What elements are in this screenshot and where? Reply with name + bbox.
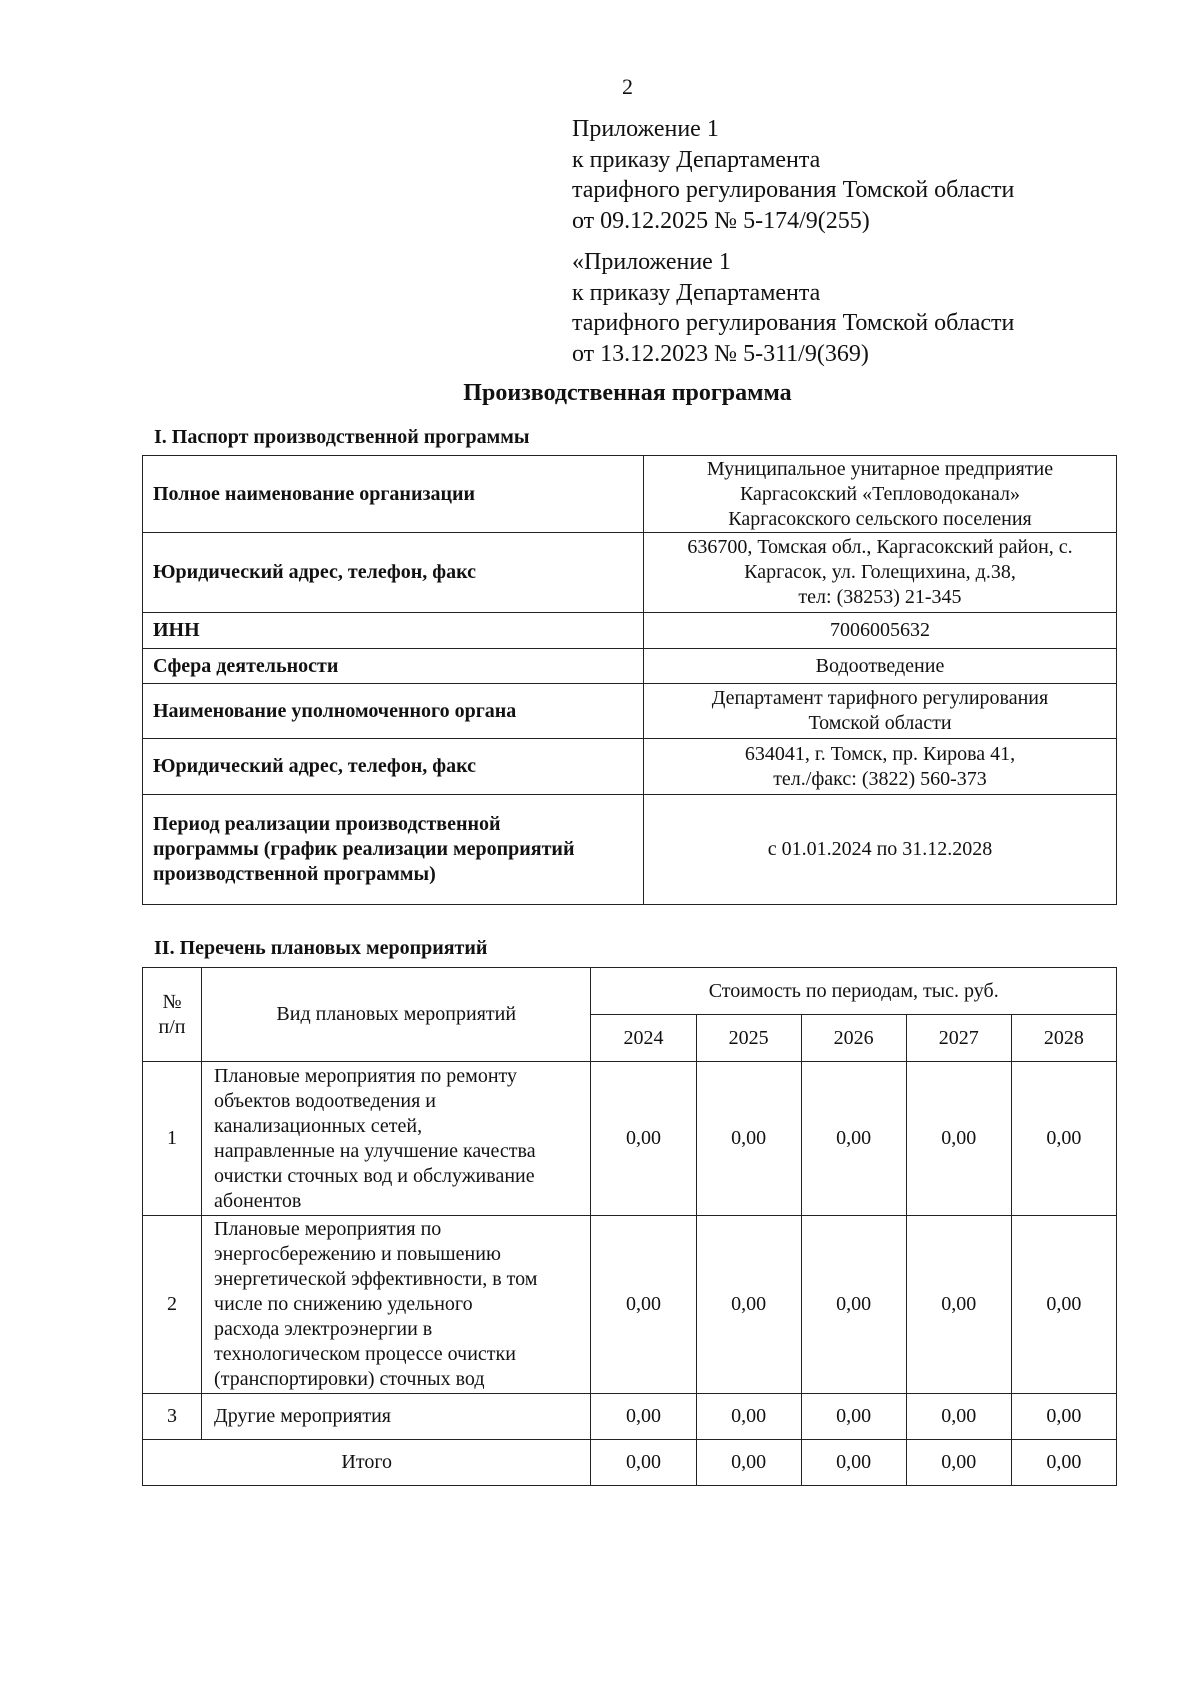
appendix-line: «Приложение 1 <box>572 249 731 275</box>
header-cost: Стоимость по периодам, тыс. руб. <box>591 968 1117 1015</box>
passport-value-line: Каргасок, ул. Голещихина, д.38, <box>744 561 1016 583</box>
row-desc-line: энергетической эффективности, в том <box>214 1268 538 1290</box>
header-num <box>143 968 202 1062</box>
appendix-line: к приказу Департамента <box>572 279 821 306</box>
cost-cell: 0,00 <box>906 1062 1011 1216</box>
cost-cell: 0,00 <box>696 1394 801 1440</box>
passport-label-line: производственной программы) <box>153 863 436 885</box>
passport-label <box>143 456 644 533</box>
passport-value <box>644 649 1117 684</box>
passport-label-line: Сфера деятельности <box>153 654 339 677</box>
header-year: 2025 <box>696 1015 801 1062</box>
row-desc-line: технологическом процессе очистки <box>214 1343 516 1365</box>
row-desc-line: направленные на улучшение качества <box>214 1139 536 1162</box>
section-1-title: I. Паспорт производственной программы <box>154 426 530 448</box>
passport-label <box>143 795 644 905</box>
cost-cell: 0,00 <box>696 1216 801 1394</box>
total-cell: 0,00 <box>906 1440 1011 1486</box>
passport-value-line: 634041, г. Томск, пр. Кирова 41, <box>744 742 1016 765</box>
row-desc-line: Плановые мероприятия по ремонту <box>214 1064 518 1087</box>
passport-value-line: с 01.01.2024 по 31.12.2028 <box>767 838 993 860</box>
table-header-row <box>143 968 1117 1015</box>
header-year: 2024 <box>591 1015 696 1062</box>
cost-cell: 0,00 <box>801 1216 906 1394</box>
passport-label <box>143 684 644 739</box>
table-row <box>143 456 1117 533</box>
table-row <box>143 533 1117 613</box>
passport-label <box>143 613 644 649</box>
total-cell: 0,00 <box>696 1440 801 1486</box>
cost-cell: 0,00 <box>1011 1062 1116 1216</box>
table-row <box>143 684 1117 739</box>
row-desc-line: очистки сточных вод и обслуживание <box>214 1164 535 1187</box>
passport-label-line: Юридический адрес, телефон, факс <box>153 755 477 777</box>
page-number: 2 <box>622 74 633 99</box>
passport-value-line: Департамент тарифного регулирования <box>711 687 1049 709</box>
cost-cell: 0,00 <box>801 1394 906 1440</box>
row-desc-line: энергосбережению и повышению <box>214 1243 501 1265</box>
row-desc-line: (транспортировки) сточных вод <box>214 1368 485 1390</box>
table-total-row <box>143 1440 1117 1486</box>
passport-value <box>644 684 1117 739</box>
passport-value-line: 636700, Томская обл., Каргасокский район, с. <box>687 536 1073 558</box>
passport-value <box>644 456 1117 533</box>
passport-label <box>143 739 644 795</box>
row-desc-line: Плановые мероприятия по <box>214 1218 442 1240</box>
passport-value <box>644 795 1117 905</box>
appendix-header-original <box>572 247 1014 369</box>
passport-table <box>142 455 1117 905</box>
passport-value-line: Муниципальное унитарное предприятие <box>706 457 1054 480</box>
table-row <box>143 795 1117 905</box>
table-row <box>143 1062 1117 1216</box>
row-desc <box>202 1062 591 1216</box>
total-cell: 0,00 <box>801 1440 906 1486</box>
table-row <box>143 613 1117 649</box>
row-desc-line: расхода электроэнергии в <box>214 1318 433 1340</box>
cost-cell: 0,00 <box>801 1062 906 1216</box>
appendix-line: Приложение 1 <box>572 116 719 142</box>
row-num: 2 <box>143 1216 202 1394</box>
table-row <box>143 649 1117 684</box>
passport-value-line: Каргасокского сельского поселения <box>728 507 1032 530</box>
header-year: 2026 <box>801 1015 906 1062</box>
passport-value <box>644 613 1117 649</box>
row-desc <box>202 1216 591 1394</box>
passport-label-line: Юридический адрес, телефон, факс <box>153 561 477 583</box>
table-row <box>143 1216 1117 1394</box>
total-cell: 0,00 <box>591 1440 696 1486</box>
cost-cell: 0,00 <box>906 1216 1011 1394</box>
header-num-line: № <box>162 990 182 1013</box>
passport-value <box>644 533 1117 613</box>
row-desc-line: Другие мероприятия <box>214 1405 391 1427</box>
total-label: Итого <box>143 1440 591 1486</box>
row-desc <box>202 1394 591 1440</box>
passport-value-line: Водоотведение <box>815 654 945 677</box>
passport-label <box>143 533 644 613</box>
header-num-line: п/п <box>158 1015 186 1038</box>
row-desc-line: канализационных сетей, <box>214 1114 423 1137</box>
passport-label-line: Наименование уполномоченного органа <box>153 699 517 722</box>
appendix-line: к приказу Департамента <box>572 146 821 173</box>
appendix-line: от 13.12.2023 № 5-311/9(369) <box>572 340 869 367</box>
row-num: 1 <box>143 1062 202 1216</box>
passport-label <box>143 649 644 684</box>
passport-label-line: Период реализации производственной <box>153 813 501 835</box>
passport-value-line: тел./факс: (3822) 560-373 <box>773 767 987 790</box>
measures-table <box>142 967 1117 1486</box>
header-year: 2027 <box>906 1015 1011 1062</box>
cost-cell: 0,00 <box>1011 1216 1116 1394</box>
passport-value-line: тел: (38253) 21-345 <box>798 586 962 608</box>
cost-cell: 0,00 <box>591 1062 696 1216</box>
appendix-line: от 09.12.2025 № 5-174/9(255) <box>572 207 870 234</box>
appendix-line: тарифного регулирования Томской области <box>572 177 1015 203</box>
passport-value-line: 7006005632 <box>830 619 930 641</box>
cost-cell: 0,00 <box>591 1394 696 1440</box>
appendix-header-current <box>572 114 1014 236</box>
passport-value <box>644 739 1117 795</box>
header-desc: Вид плановых мероприятий <box>202 968 591 1062</box>
cost-cell: 0,00 <box>1011 1394 1116 1440</box>
passport-value-line: Томской области <box>808 712 952 734</box>
passport-label-line: Полное наименование организации <box>153 482 476 505</box>
table-row <box>143 1394 1117 1440</box>
appendix-line: тарифного регулирования Томской области <box>572 310 1015 336</box>
total-cell: 0,00 <box>1011 1440 1116 1486</box>
header-year: 2028 <box>1011 1015 1116 1062</box>
passport-value-line: Каргасокский «Тепловодоканал» <box>739 482 1021 505</box>
row-desc-line: объектов водоотведения и <box>214 1089 436 1112</box>
cost-cell: 0,00 <box>696 1062 801 1216</box>
document-title: Производственная программа <box>463 380 792 406</box>
cost-cell: 0,00 <box>591 1216 696 1394</box>
cost-cell: 0,00 <box>906 1394 1011 1440</box>
section-2-title: II. Перечень плановых мероприятий <box>154 937 488 959</box>
row-desc-line: числе по снижению удельного <box>214 1293 473 1315</box>
row-num: 3 <box>143 1394 202 1440</box>
table-row <box>143 739 1117 795</box>
passport-label-line: программы (график реализации мероприятий <box>153 838 575 860</box>
row-desc-line: абонентов <box>214 1189 302 1212</box>
passport-label-line: ИНН <box>153 619 200 641</box>
